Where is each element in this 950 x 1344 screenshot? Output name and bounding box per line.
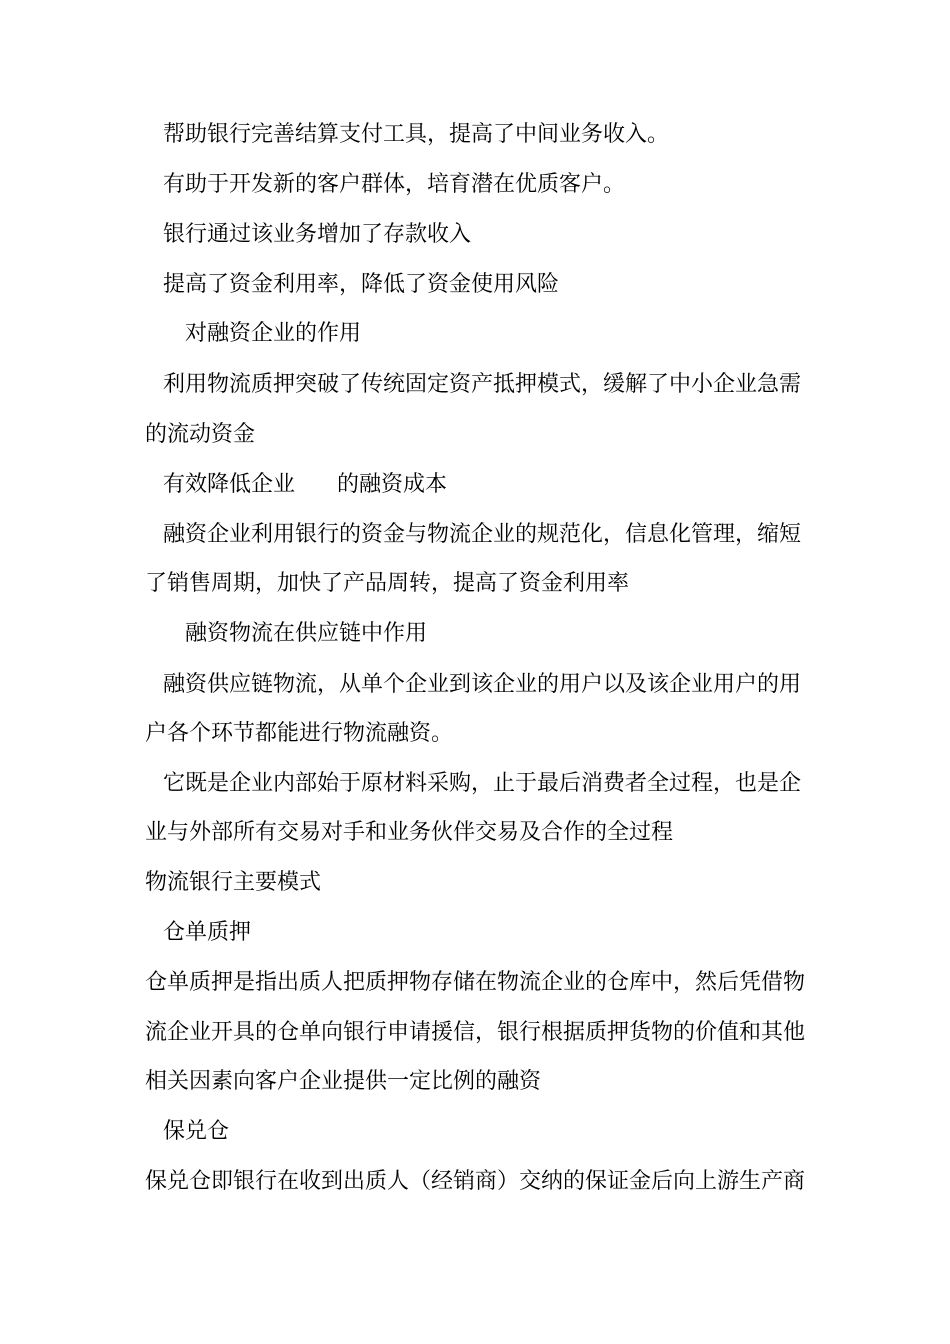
section-heading: 融资物流在供应链中作用 bbox=[185, 621, 428, 646]
paragraph-line: 仓单质押是指出质人把质押物存储在物流企业的仓库中，然后凭借物 bbox=[145, 970, 806, 995]
section-heading: 对融资企业的作用 bbox=[185, 321, 362, 346]
paragraph-line: 帮助银行完善结算支付工具，提高了中间业务收入。 bbox=[163, 122, 670, 147]
paragraph-line bbox=[163, 472, 843, 498]
paragraph-line: 融资企业利用银行的资金与物流企业的规范化，信息化管理，缩短 bbox=[163, 522, 802, 547]
paragraph-line: 了销售周期，加快了产品周转，提高了资金利用率 bbox=[145, 571, 630, 596]
paragraph-line: 户各个环节都能进行物流融资。 bbox=[145, 721, 454, 746]
paragraph-line: 流企业开具的仓单向银行申请援信，银行根据质押货物的价值和其他 bbox=[145, 1020, 806, 1045]
subsection-heading: 仓单质押 bbox=[163, 920, 252, 945]
text-segment: 的融资成本 bbox=[337, 472, 448, 497]
subsection-heading: 保兑仓 bbox=[163, 1119, 230, 1144]
paragraph-line: 有助于开发新的客户群体，培育潜在优质客户。 bbox=[163, 172, 626, 197]
paragraph-line: 融资供应链物流，从单个企业到该企业的用户以及该企业用户的用 bbox=[163, 672, 802, 697]
paragraph-line: 保兑仓即银行在收到出质人（经销商）交纳的保证金后向上游生产商 bbox=[145, 1169, 806, 1194]
section-heading: 物流银行主要模式 bbox=[145, 870, 322, 895]
paragraph-line: 业与外部所有交易对手和业务伙伴交易及合作的全过程 bbox=[145, 820, 674, 845]
paragraph-line: 相关因素向客户企业提供一定比例的融资 bbox=[145, 1069, 542, 1094]
text-segment: 有效降低企业 bbox=[163, 472, 296, 497]
paragraph-line: 银行通过该业务增加了存款收入 bbox=[163, 222, 472, 247]
paragraph-line: 的流动资金 bbox=[145, 422, 256, 447]
paragraph-line: 它既是企业内部始于原材料采购，止于最后消费者全过程，也是企 bbox=[163, 771, 802, 796]
paragraph-line: 利用物流质押突破了传统固定资产抵押模式，缓解了中小企业急需 bbox=[163, 372, 802, 397]
paragraph-line: 提高了资金利用率，降低了资金使用风险 bbox=[163, 272, 560, 297]
